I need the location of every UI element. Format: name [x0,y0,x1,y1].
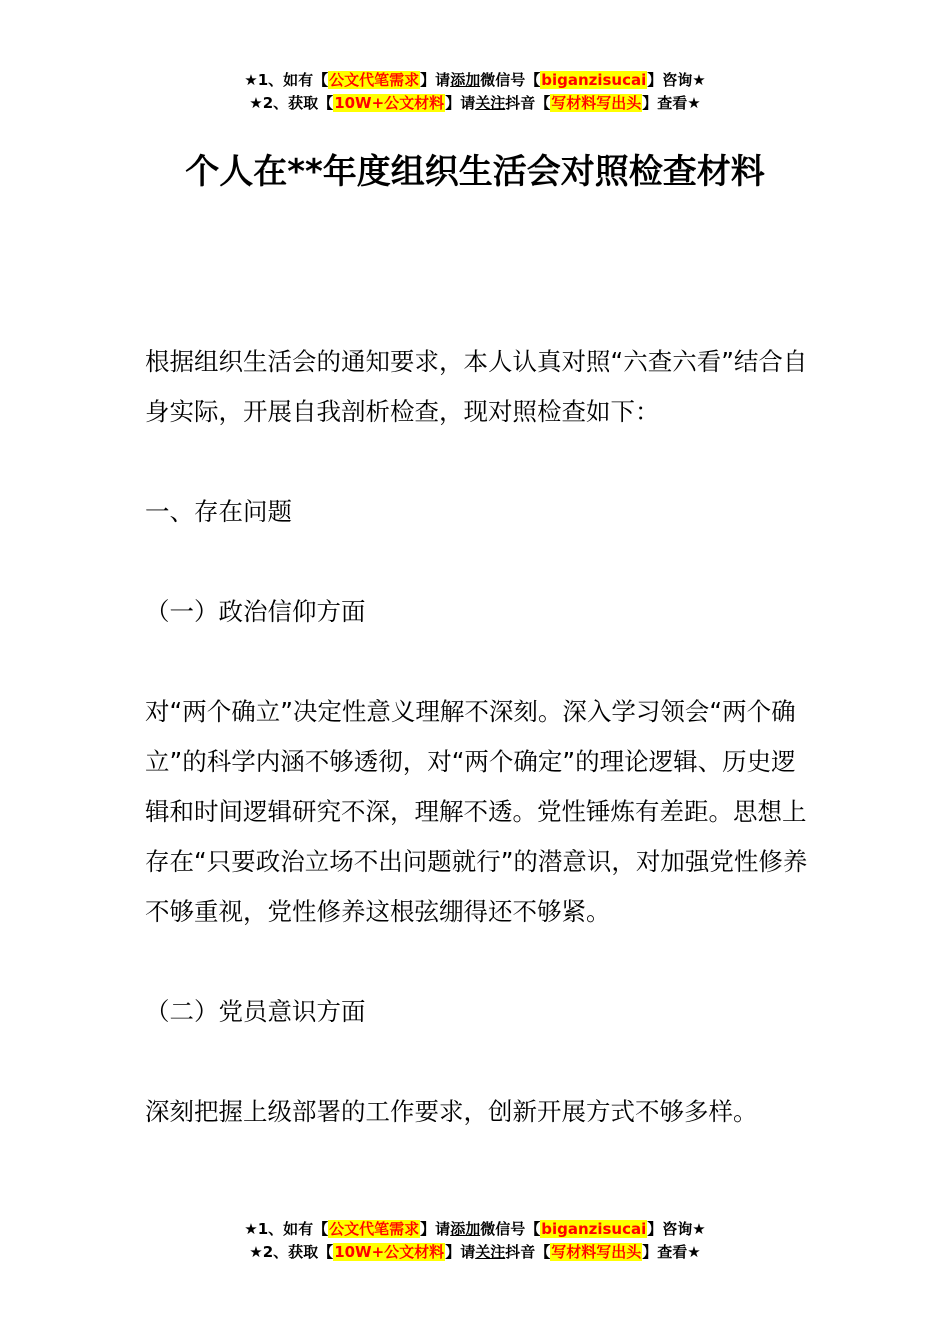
document-title: 个人在**年度组织生活会对照检查材料 [185,152,765,192]
highlight-service: 公文代笔需求 [329,71,420,89]
banner-line-2: ★2、获取【10W+公文材料】请关注抖音【写材料写出头】查看★ [249,1243,701,1261]
body-paragraph-2: 深刻把握上级部署的工作要求，创新开展方式不够多样。 [145,1097,758,1126]
subsection-heading-2: （二）党员意识方面 [145,997,366,1026]
highlight-wechat-id: biganzisucai [541,1220,647,1238]
section-heading: 一、存在问题 [145,497,292,526]
intro-paragraph: 根据组织生活会的通知要求，本人认真对照“六查六看”结合自身实际，开展自我剖析检查，现对照检查如下： [145,347,808,426]
highlight-wechat-id: biganzisucai [541,71,647,89]
footer-banner [0,1218,950,1264]
banner-line-1: ★1、如有【公文代笔需求】请添加微信号【biganzisucai】咨询★ [244,1220,706,1238]
header-banner [0,69,950,115]
document-body [145,337,810,1137]
highlight-materials: 10W+公文材料 [334,94,445,112]
highlight-douyin: 写材料写出头 [551,1243,642,1261]
body-paragraph-1: 对“两个确立”决定性意义理解不深刻。深入学习领会“两个确立”的科学内涵不够透彻，对“两个确定”的理论逻辑、历史逻辑和时间逻辑研究不深，理解不透。党性锤炼有差距。思想上存在“只要政治立场不出问题就行”的潜意识，对加强党性修养不够重视，党性修养这根弦绷得还不够紧。 [145,697,808,926]
subsection-heading-1: （一）政治信仰方面 [145,597,366,626]
highlight-douyin: 写材料写出头 [551,94,642,112]
banner-line-1: ★1、如有【公文代笔需求】请添加微信号【biganzisucai】咨询★ [244,71,706,89]
banner-line-2: ★2、获取【10W+公文材料】请关注抖音【写材料写出头】查看★ [249,94,701,112]
highlight-materials: 10W+公文材料 [334,1243,445,1261]
highlight-service: 公文代笔需求 [329,1220,420,1238]
